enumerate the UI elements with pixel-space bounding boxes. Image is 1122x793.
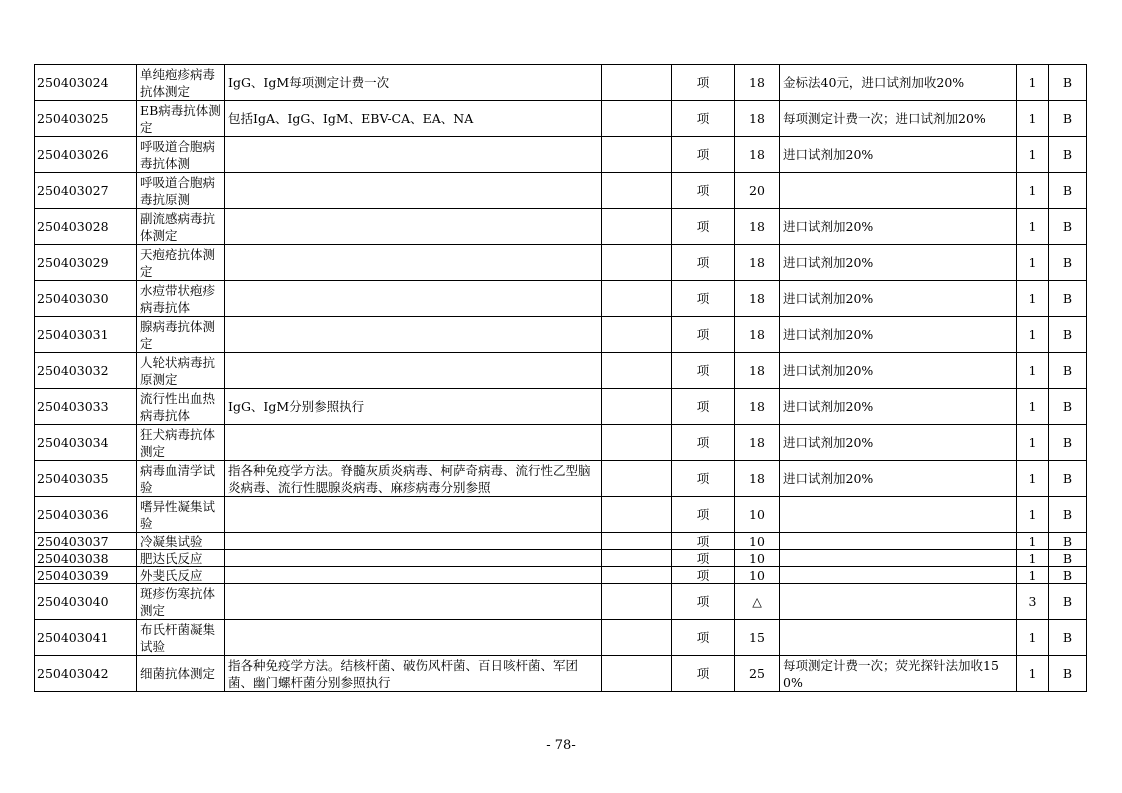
item-content-cell bbox=[225, 425, 602, 461]
price-cell: 18 bbox=[735, 101, 780, 137]
category-cell: B bbox=[1049, 173, 1087, 209]
table-row bbox=[35, 353, 1087, 389]
price-cell: 18 bbox=[735, 137, 780, 173]
note-cell: 进口试剂加20% bbox=[780, 209, 1017, 245]
item-code-cell: 250403032 bbox=[35, 353, 137, 389]
price-cell: 10 bbox=[735, 497, 780, 533]
table-row bbox=[35, 65, 1087, 101]
table-row bbox=[35, 209, 1087, 245]
note-cell: 每项测定计费一次；荧光探针法加收150% bbox=[780, 656, 1017, 692]
price-cell: 25 bbox=[735, 656, 780, 692]
price-table bbox=[34, 64, 1087, 692]
item-name-cell: 流行性出血热病毒抗体 bbox=[137, 389, 225, 425]
level-cell: 1 bbox=[1017, 656, 1049, 692]
excluded-content-cell bbox=[602, 533, 672, 550]
table-row bbox=[35, 389, 1087, 425]
table-row bbox=[35, 281, 1087, 317]
unit-cell: 项 bbox=[672, 137, 735, 173]
item-content-cell: IgG、IgM每项测定计费一次 bbox=[225, 65, 602, 101]
item-name-cell: 肥达氏反应 bbox=[137, 550, 225, 567]
excluded-content-cell bbox=[602, 389, 672, 425]
price-cell: 18 bbox=[735, 317, 780, 353]
item-name-cell: 病毒血清学试验 bbox=[137, 461, 225, 497]
note-cell: 进口试剂加20% bbox=[780, 461, 1017, 497]
note-cell: 进口试剂加20% bbox=[780, 353, 1017, 389]
item-code-cell: 250403027 bbox=[35, 173, 137, 209]
category-cell: B bbox=[1049, 65, 1087, 101]
item-code-cell: 250403034 bbox=[35, 425, 137, 461]
note-cell bbox=[780, 497, 1017, 533]
table-row bbox=[35, 245, 1087, 281]
item-content-cell bbox=[225, 620, 602, 656]
unit-cell: 项 bbox=[672, 567, 735, 584]
excluded-content-cell bbox=[602, 281, 672, 317]
price-cell: 10 bbox=[735, 567, 780, 584]
table-body bbox=[35, 65, 1087, 692]
table-row bbox=[35, 550, 1087, 567]
category-cell: B bbox=[1049, 425, 1087, 461]
note-cell bbox=[780, 173, 1017, 209]
table-row bbox=[35, 656, 1087, 692]
price-cell: 18 bbox=[735, 209, 780, 245]
price-cell: 18 bbox=[735, 461, 780, 497]
table-row bbox=[35, 497, 1087, 533]
note-cell bbox=[780, 550, 1017, 567]
item-code-cell: 250403033 bbox=[35, 389, 137, 425]
excluded-content-cell bbox=[602, 353, 672, 389]
unit-cell: 项 bbox=[672, 533, 735, 550]
note-cell: 金标法40元，进口试剂加收20% bbox=[780, 65, 1017, 101]
unit-cell: 项 bbox=[672, 584, 735, 620]
category-cell: B bbox=[1049, 353, 1087, 389]
excluded-content-cell bbox=[602, 65, 672, 101]
level-cell: 1 bbox=[1017, 567, 1049, 584]
item-content-cell bbox=[225, 173, 602, 209]
level-cell: 1 bbox=[1017, 173, 1049, 209]
unit-cell: 项 bbox=[672, 353, 735, 389]
item-name-cell: 冷凝集试验 bbox=[137, 533, 225, 550]
note-cell bbox=[780, 620, 1017, 656]
category-cell: B bbox=[1049, 281, 1087, 317]
item-content-cell bbox=[225, 584, 602, 620]
excluded-content-cell bbox=[602, 620, 672, 656]
excluded-content-cell bbox=[602, 209, 672, 245]
level-cell: 1 bbox=[1017, 281, 1049, 317]
category-cell: B bbox=[1049, 620, 1087, 656]
price-cell: 18 bbox=[735, 353, 780, 389]
table-row bbox=[35, 101, 1087, 137]
price-cell: 18 bbox=[735, 281, 780, 317]
level-cell: 1 bbox=[1017, 245, 1049, 281]
category-cell: B bbox=[1049, 209, 1087, 245]
unit-cell: 项 bbox=[672, 461, 735, 497]
category-cell: B bbox=[1049, 550, 1087, 567]
note-cell: 进口试剂加20% bbox=[780, 317, 1017, 353]
item-name-cell: 布氏杆菌凝集试验 bbox=[137, 620, 225, 656]
category-cell: B bbox=[1049, 137, 1087, 173]
item-content-cell bbox=[225, 550, 602, 567]
excluded-content-cell bbox=[602, 550, 672, 567]
excluded-content-cell bbox=[602, 245, 672, 281]
level-cell: 1 bbox=[1017, 461, 1049, 497]
item-content-cell bbox=[225, 567, 602, 584]
unit-cell: 项 bbox=[672, 497, 735, 533]
item-code-cell: 250403041 bbox=[35, 620, 137, 656]
item-name-cell: 斑疹伤寒抗体测定 bbox=[137, 584, 225, 620]
level-cell: 1 bbox=[1017, 65, 1049, 101]
page-number: - 78- bbox=[546, 738, 576, 753]
level-cell: 1 bbox=[1017, 389, 1049, 425]
excluded-content-cell bbox=[602, 101, 672, 137]
table-row bbox=[35, 317, 1087, 353]
item-name-cell: 水痘带状疱疹病毒抗体 bbox=[137, 281, 225, 317]
note-cell: 进口试剂加20% bbox=[780, 281, 1017, 317]
level-cell: 1 bbox=[1017, 101, 1049, 137]
note-cell: 进口试剂加20% bbox=[780, 137, 1017, 173]
item-name-cell: 单纯疱疹病毒抗体测定 bbox=[137, 65, 225, 101]
unit-cell: 项 bbox=[672, 550, 735, 567]
unit-cell: 项 bbox=[672, 317, 735, 353]
item-code-cell: 250403042 bbox=[35, 656, 137, 692]
item-content-cell bbox=[225, 209, 602, 245]
note-cell: 进口试剂加20% bbox=[780, 245, 1017, 281]
item-name-cell: 副流感病毒抗体测定 bbox=[137, 209, 225, 245]
category-cell: B bbox=[1049, 317, 1087, 353]
table-row bbox=[35, 533, 1087, 550]
table-row bbox=[35, 461, 1087, 497]
unit-cell: 项 bbox=[672, 173, 735, 209]
category-cell: B bbox=[1049, 497, 1087, 533]
item-code-cell: 250403028 bbox=[35, 209, 137, 245]
category-cell: B bbox=[1049, 245, 1087, 281]
unit-cell: 项 bbox=[672, 620, 735, 656]
unit-cell: 项 bbox=[672, 656, 735, 692]
level-cell: 1 bbox=[1017, 620, 1049, 656]
item-code-cell: 250403026 bbox=[35, 137, 137, 173]
item-code-cell: 250403024 bbox=[35, 65, 137, 101]
level-cell: 1 bbox=[1017, 353, 1049, 389]
note-cell bbox=[780, 584, 1017, 620]
item-code-cell: 250403029 bbox=[35, 245, 137, 281]
excluded-content-cell bbox=[602, 317, 672, 353]
excluded-content-cell bbox=[602, 173, 672, 209]
note-cell: 进口试剂加20% bbox=[780, 389, 1017, 425]
item-code-cell: 250403035 bbox=[35, 461, 137, 497]
unit-cell: 项 bbox=[672, 209, 735, 245]
category-cell: B bbox=[1049, 389, 1087, 425]
note-cell: 进口试剂加20% bbox=[780, 425, 1017, 461]
category-cell: B bbox=[1049, 584, 1087, 620]
item-code-cell: 250403038 bbox=[35, 550, 137, 567]
item-code-cell: 250403030 bbox=[35, 281, 137, 317]
unit-cell: 项 bbox=[672, 245, 735, 281]
item-name-cell: 狂犬病毒抗体测定 bbox=[137, 425, 225, 461]
excluded-content-cell bbox=[602, 497, 672, 533]
note-cell bbox=[780, 567, 1017, 584]
item-content-cell: 指各种免疫学方法。结核杆菌、破伤风杆菌、百日咳杆菌、军团菌、幽门螺杆菌分别参照执行 bbox=[225, 656, 602, 692]
item-content-cell bbox=[225, 245, 602, 281]
category-cell: B bbox=[1049, 461, 1087, 497]
item-content-cell bbox=[225, 137, 602, 173]
note-cell bbox=[780, 533, 1017, 550]
excluded-content-cell bbox=[602, 137, 672, 173]
item-name-cell: EB病毒抗体测定 bbox=[137, 101, 225, 137]
item-code-cell: 250403025 bbox=[35, 101, 137, 137]
item-content-cell: 指各种免疫学方法。脊髓灰质炎病毒、柯萨奇病毒、流行性乙型脑炎病毒、流行性腮腺炎病毒、麻疹病毒分别参照 bbox=[225, 461, 602, 497]
item-name-cell: 细菌抗体测定 bbox=[137, 656, 225, 692]
item-name-cell: 外斐氏反应 bbox=[137, 567, 225, 584]
item-code-cell: 250403031 bbox=[35, 317, 137, 353]
level-cell: 1 bbox=[1017, 317, 1049, 353]
level-cell: 1 bbox=[1017, 137, 1049, 173]
unit-cell: 项 bbox=[672, 389, 735, 425]
item-name-cell: 嗜异性凝集试验 bbox=[137, 497, 225, 533]
item-code-cell: 250403040 bbox=[35, 584, 137, 620]
table-row bbox=[35, 137, 1087, 173]
price-cell: 18 bbox=[735, 389, 780, 425]
price-cell: △ bbox=[735, 584, 780, 620]
note-cell: 每项测定计费一次；进口试剂加20% bbox=[780, 101, 1017, 137]
price-cell: 10 bbox=[735, 533, 780, 550]
item-name-cell: 人轮状病毒抗原测定 bbox=[137, 353, 225, 389]
level-cell: 1 bbox=[1017, 497, 1049, 533]
price-cell: 15 bbox=[735, 620, 780, 656]
price-cell: 18 bbox=[735, 245, 780, 281]
price-cell: 10 bbox=[735, 550, 780, 567]
table-row bbox=[35, 584, 1087, 620]
unit-cell: 项 bbox=[672, 281, 735, 317]
excluded-content-cell bbox=[602, 584, 672, 620]
excluded-content-cell bbox=[602, 461, 672, 497]
price-cell: 18 bbox=[735, 425, 780, 461]
level-cell: 3 bbox=[1017, 584, 1049, 620]
price-cell: 18 bbox=[735, 65, 780, 101]
item-code-cell: 250403036 bbox=[35, 497, 137, 533]
excluded-content-cell bbox=[602, 567, 672, 584]
table-row bbox=[35, 173, 1087, 209]
item-content-cell bbox=[225, 533, 602, 550]
item-content-cell bbox=[225, 353, 602, 389]
excluded-content-cell bbox=[602, 656, 672, 692]
item-name-cell: 天疱疮抗体测定 bbox=[137, 245, 225, 281]
unit-cell: 项 bbox=[672, 425, 735, 461]
item-content-cell: IgG、IgM分别参照执行 bbox=[225, 389, 602, 425]
level-cell: 1 bbox=[1017, 209, 1049, 245]
excluded-content-cell bbox=[602, 425, 672, 461]
price-cell: 20 bbox=[735, 173, 780, 209]
item-code-cell: 250403037 bbox=[35, 533, 137, 550]
item-content-cell bbox=[225, 317, 602, 353]
item-name-cell: 呼吸道合胞病毒抗体测 bbox=[137, 137, 225, 173]
item-name-cell: 腺病毒抗体测定 bbox=[137, 317, 225, 353]
table-row bbox=[35, 425, 1087, 461]
unit-cell: 项 bbox=[672, 101, 735, 137]
table-row bbox=[35, 567, 1087, 584]
level-cell: 1 bbox=[1017, 425, 1049, 461]
category-cell: B bbox=[1049, 533, 1087, 550]
item-name-cell: 呼吸道合胞病毒抗原测 bbox=[137, 173, 225, 209]
item-content-cell: 包括IgA、IgG、IgM、EBV-CA、EA、NA bbox=[225, 101, 602, 137]
unit-cell: 项 bbox=[672, 65, 735, 101]
level-cell: 1 bbox=[1017, 550, 1049, 567]
category-cell: B bbox=[1049, 567, 1087, 584]
item-content-cell bbox=[225, 497, 602, 533]
table-row bbox=[35, 620, 1087, 656]
item-content-cell bbox=[225, 281, 602, 317]
category-cell: B bbox=[1049, 656, 1087, 692]
level-cell: 1 bbox=[1017, 533, 1049, 550]
item-code-cell: 250403039 bbox=[35, 567, 137, 584]
category-cell: B bbox=[1049, 101, 1087, 137]
